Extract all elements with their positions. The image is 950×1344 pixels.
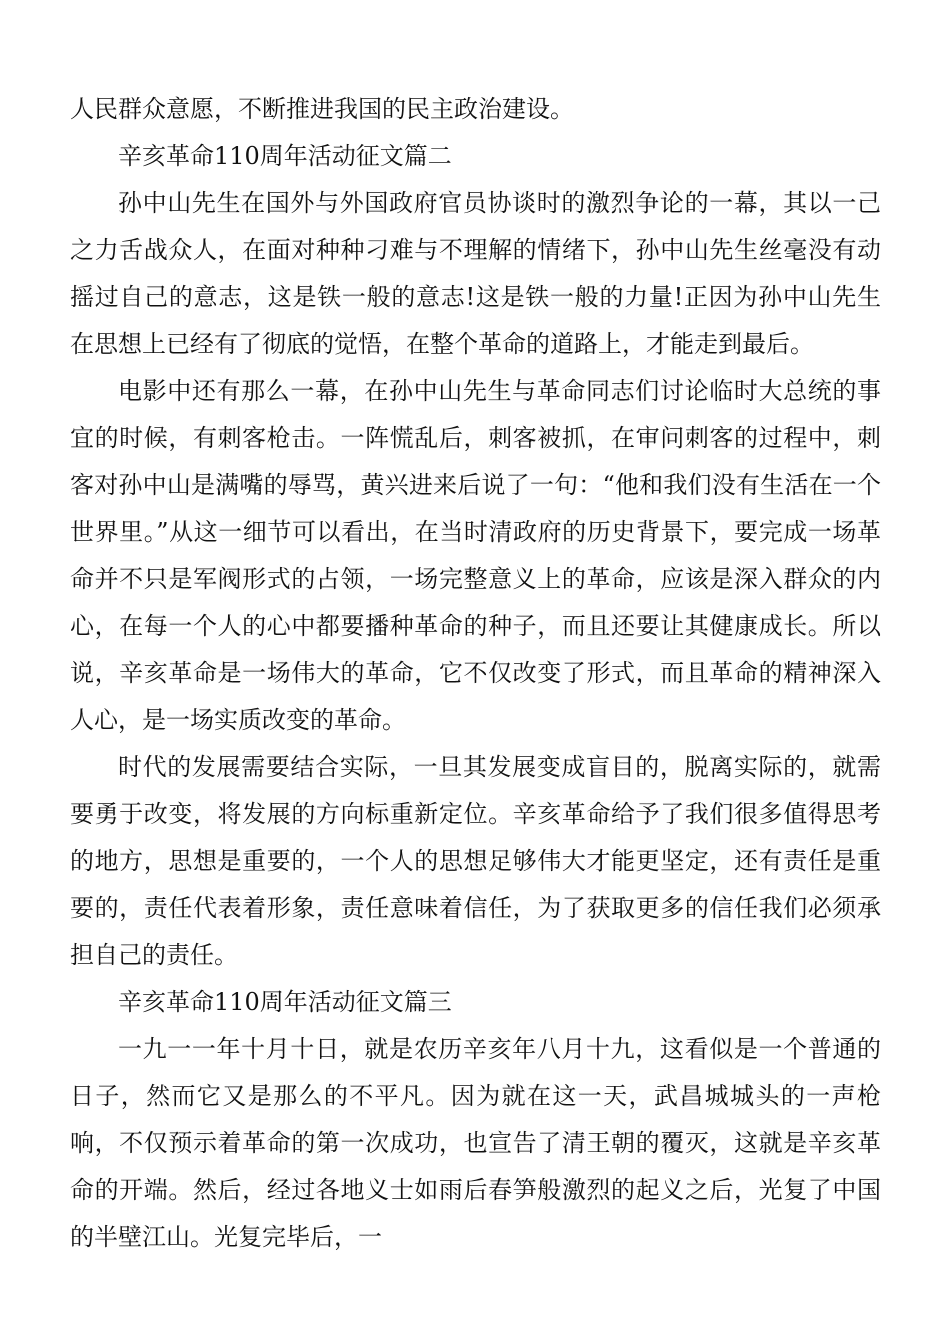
paragraph: 一九一一年十月十日，就是农历辛亥年八月十九，这看似是一个普通的日子，然而它又是那么的不平凡。因为就在这一天，武昌城城头的一声枪响，不仅预示着革命的第一次成功，也宣告了清王朝的覆灭，这就是辛亥革命的开端。然后，经过各地义士如雨后春笋般激烈的起义之后，光复了中国的半壁江山。光复完毕后，一 [70, 1035, 881, 1251]
paragraph: 孙中山先生在国外与外国政府官员协谈时的激烈争论的一幕，其以一己之力舌战众人，在面对种种刁难与不理解的情绪下，孙中山先生丝毫没有动摇过自己的意志，这是铁一般的意志!这是铁一般的力量!正因为孙中山先生在思想上已经有了彻底的觉悟，在整个革命的道路上，才能走到最后。 [70, 189, 881, 358]
paragraph: 时代的发展需要结合实际，一旦其发展变成盲目的，脱离实际的，就需要勇于改变，将发展的方向标重新定位。辛亥革命给予了我们很多值得思考的地方，思想是重要的，一个人的思想足够伟大才能更坚定，还有责任是重要的，责任代表着形象，责任意味着信任，为了获取更多的信任我们必须承担自己的责任。 [70, 753, 881, 969]
continuation-paragraph: 人民群众意愿，不断推进我国的民主政治建设。 [70, 95, 574, 123]
paragraph: 电影中还有那么一幕，在孙中山先生与革命同志们讨论临时大总统的事宜的时候，有刺客枪击。一阵慌乱后，刺客被抓，在审问刺客的过程中，刺客对孙中山是满嘴的辱骂，黄兴进来后说了一句：“他和我们没有生活在一个世界里。”从这一细节可以看出，在当时清政府的历史背景下，要完成一场革命并不只是军阀形式的占领，一场完整意义上的革命，应该是深入群众的内心，在每一个人的心中都要播种革命的种子，而且还要让其健康成长。所以说，辛亥革命是一场伟大的革命，它不仅改变了形式，而且革命的精神深入人心，是一场实质改变的革命。 [70, 377, 881, 734]
section-heading-2: 辛亥革命110周年活动征文篇二 [118, 142, 452, 170]
section-heading-3: 辛亥革命110周年活动征文篇三 [118, 988, 452, 1016]
document-page [70, 86, 881, 1261]
